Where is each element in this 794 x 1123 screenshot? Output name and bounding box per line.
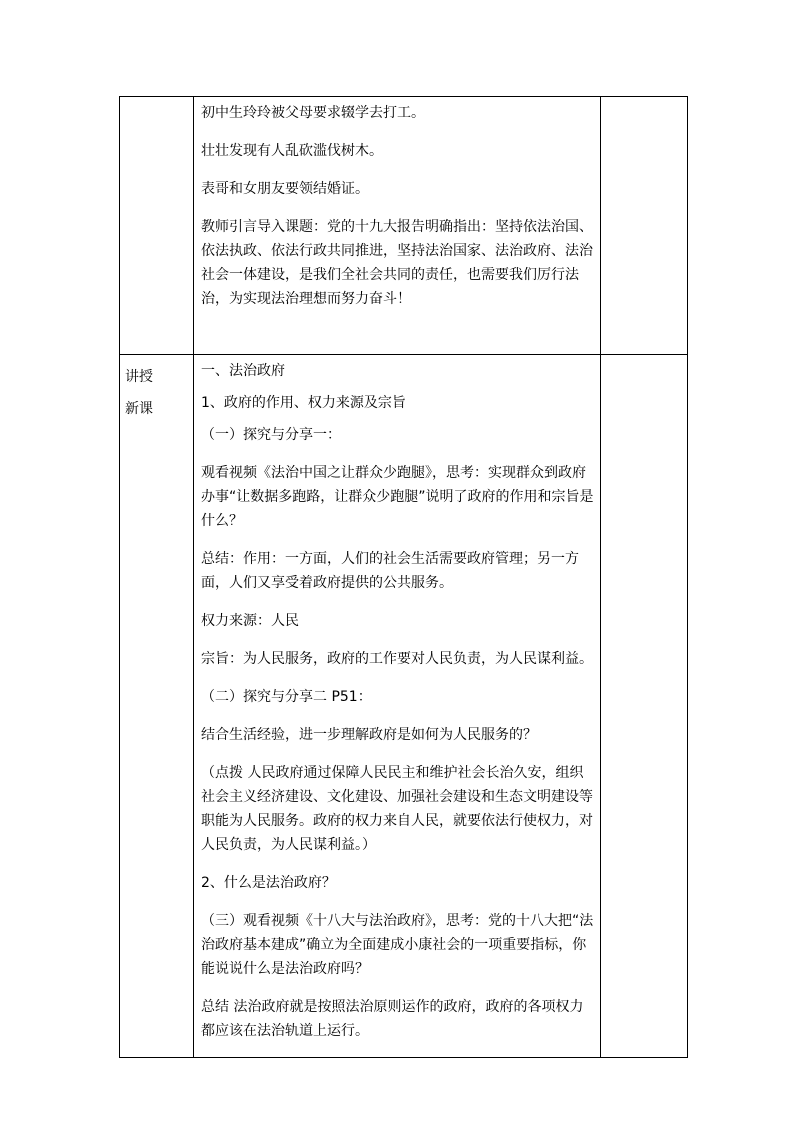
row1-paragraph: 初中生玲玲被父母要求辍学去打工。 — [201, 105, 425, 121]
lesson-plan-table — [119, 96, 688, 1058]
table-row-new-lesson — [120, 355, 688, 1058]
row2-paragraph: 权力来源：人民 — [201, 613, 299, 629]
row1-content-cell — [194, 97, 601, 355]
table-row-intro — [120, 97, 688, 355]
row1-notes-cell — [601, 97, 688, 355]
row2-paragraph: 观看视频《法治中国之让群众少跑腿》，思考：实现群众到政府办事“让数据多跑路，让群众少跑腿”说明了政府的作用和宗旨是什么？ — [201, 465, 594, 529]
section-heading: 一、法治政府 — [201, 363, 285, 379]
row2-paragraph: （三）观看视频《十八大与法治政府》，思考：党的十八大把“法治政府基本建成”确立为全面建成小康社会的一项重要指标，你能说说什么是法治政府吗？ — [201, 913, 594, 977]
subsection-heading: 1、政府的作用、权力来源及宗旨 — [201, 395, 406, 411]
row1-label-cell — [120, 97, 194, 355]
row2-label-cell — [120, 355, 194, 1058]
row1-paragraph: 壮壮发现有人乱砍滥伐树木。 — [201, 143, 383, 159]
row2-paragraph: （点拨 人民政府通过保障人民民主和维护社会长治久安，组织社会主义经济建设、文化建设、加强社会建设和生态文明建设等职能为人民服务。政府的权力来自人民，就要依法行使权力，对人民负责，为人民谋利益。） — [201, 765, 593, 853]
row-label-line: 讲授 — [125, 369, 153, 385]
row2-notes-cell — [601, 355, 688, 1058]
row-label-line: 新课 — [125, 401, 153, 417]
row2-paragraph: 总结 法治政府就是按照法治原则运作的政府，政府的各项权力都应该在法治轨道上运行。 — [201, 999, 584, 1039]
row2-paragraph: 总结：作用：一方面，人们的社会生活需要政府管理；另一方面，人们又享受着政府提供的公共服务。 — [201, 551, 579, 591]
row1-paragraph: 教师引言导入课题：党的十九大报告明确指出：坚持依法治国、依法执政、依法行政共同推进，坚持法治国家、法治政府、法治社会一体建设，是我们全社会共同的责任，也需要我们厉行法治，为实现法治理想而努力奋斗！ — [201, 219, 593, 307]
row2-paragraph: 宗旨：为人民服务，政府的工作要对人民负责，为人民谋利益。 — [201, 651, 593, 667]
row2-paragraph: 结合生活经验，进一步理解政府是如何为人民服务的？ — [201, 727, 537, 743]
activity-heading: （一）探究与分享一： — [201, 427, 341, 443]
row2-content-cell — [194, 355, 601, 1058]
activity-heading: （二）探究与分享二 P51： — [201, 689, 372, 705]
subsection-heading: 2、什么是法治政府？ — [201, 875, 336, 891]
row1-paragraph: 表哥和女朋友要领结婚证。 — [201, 181, 369, 197]
